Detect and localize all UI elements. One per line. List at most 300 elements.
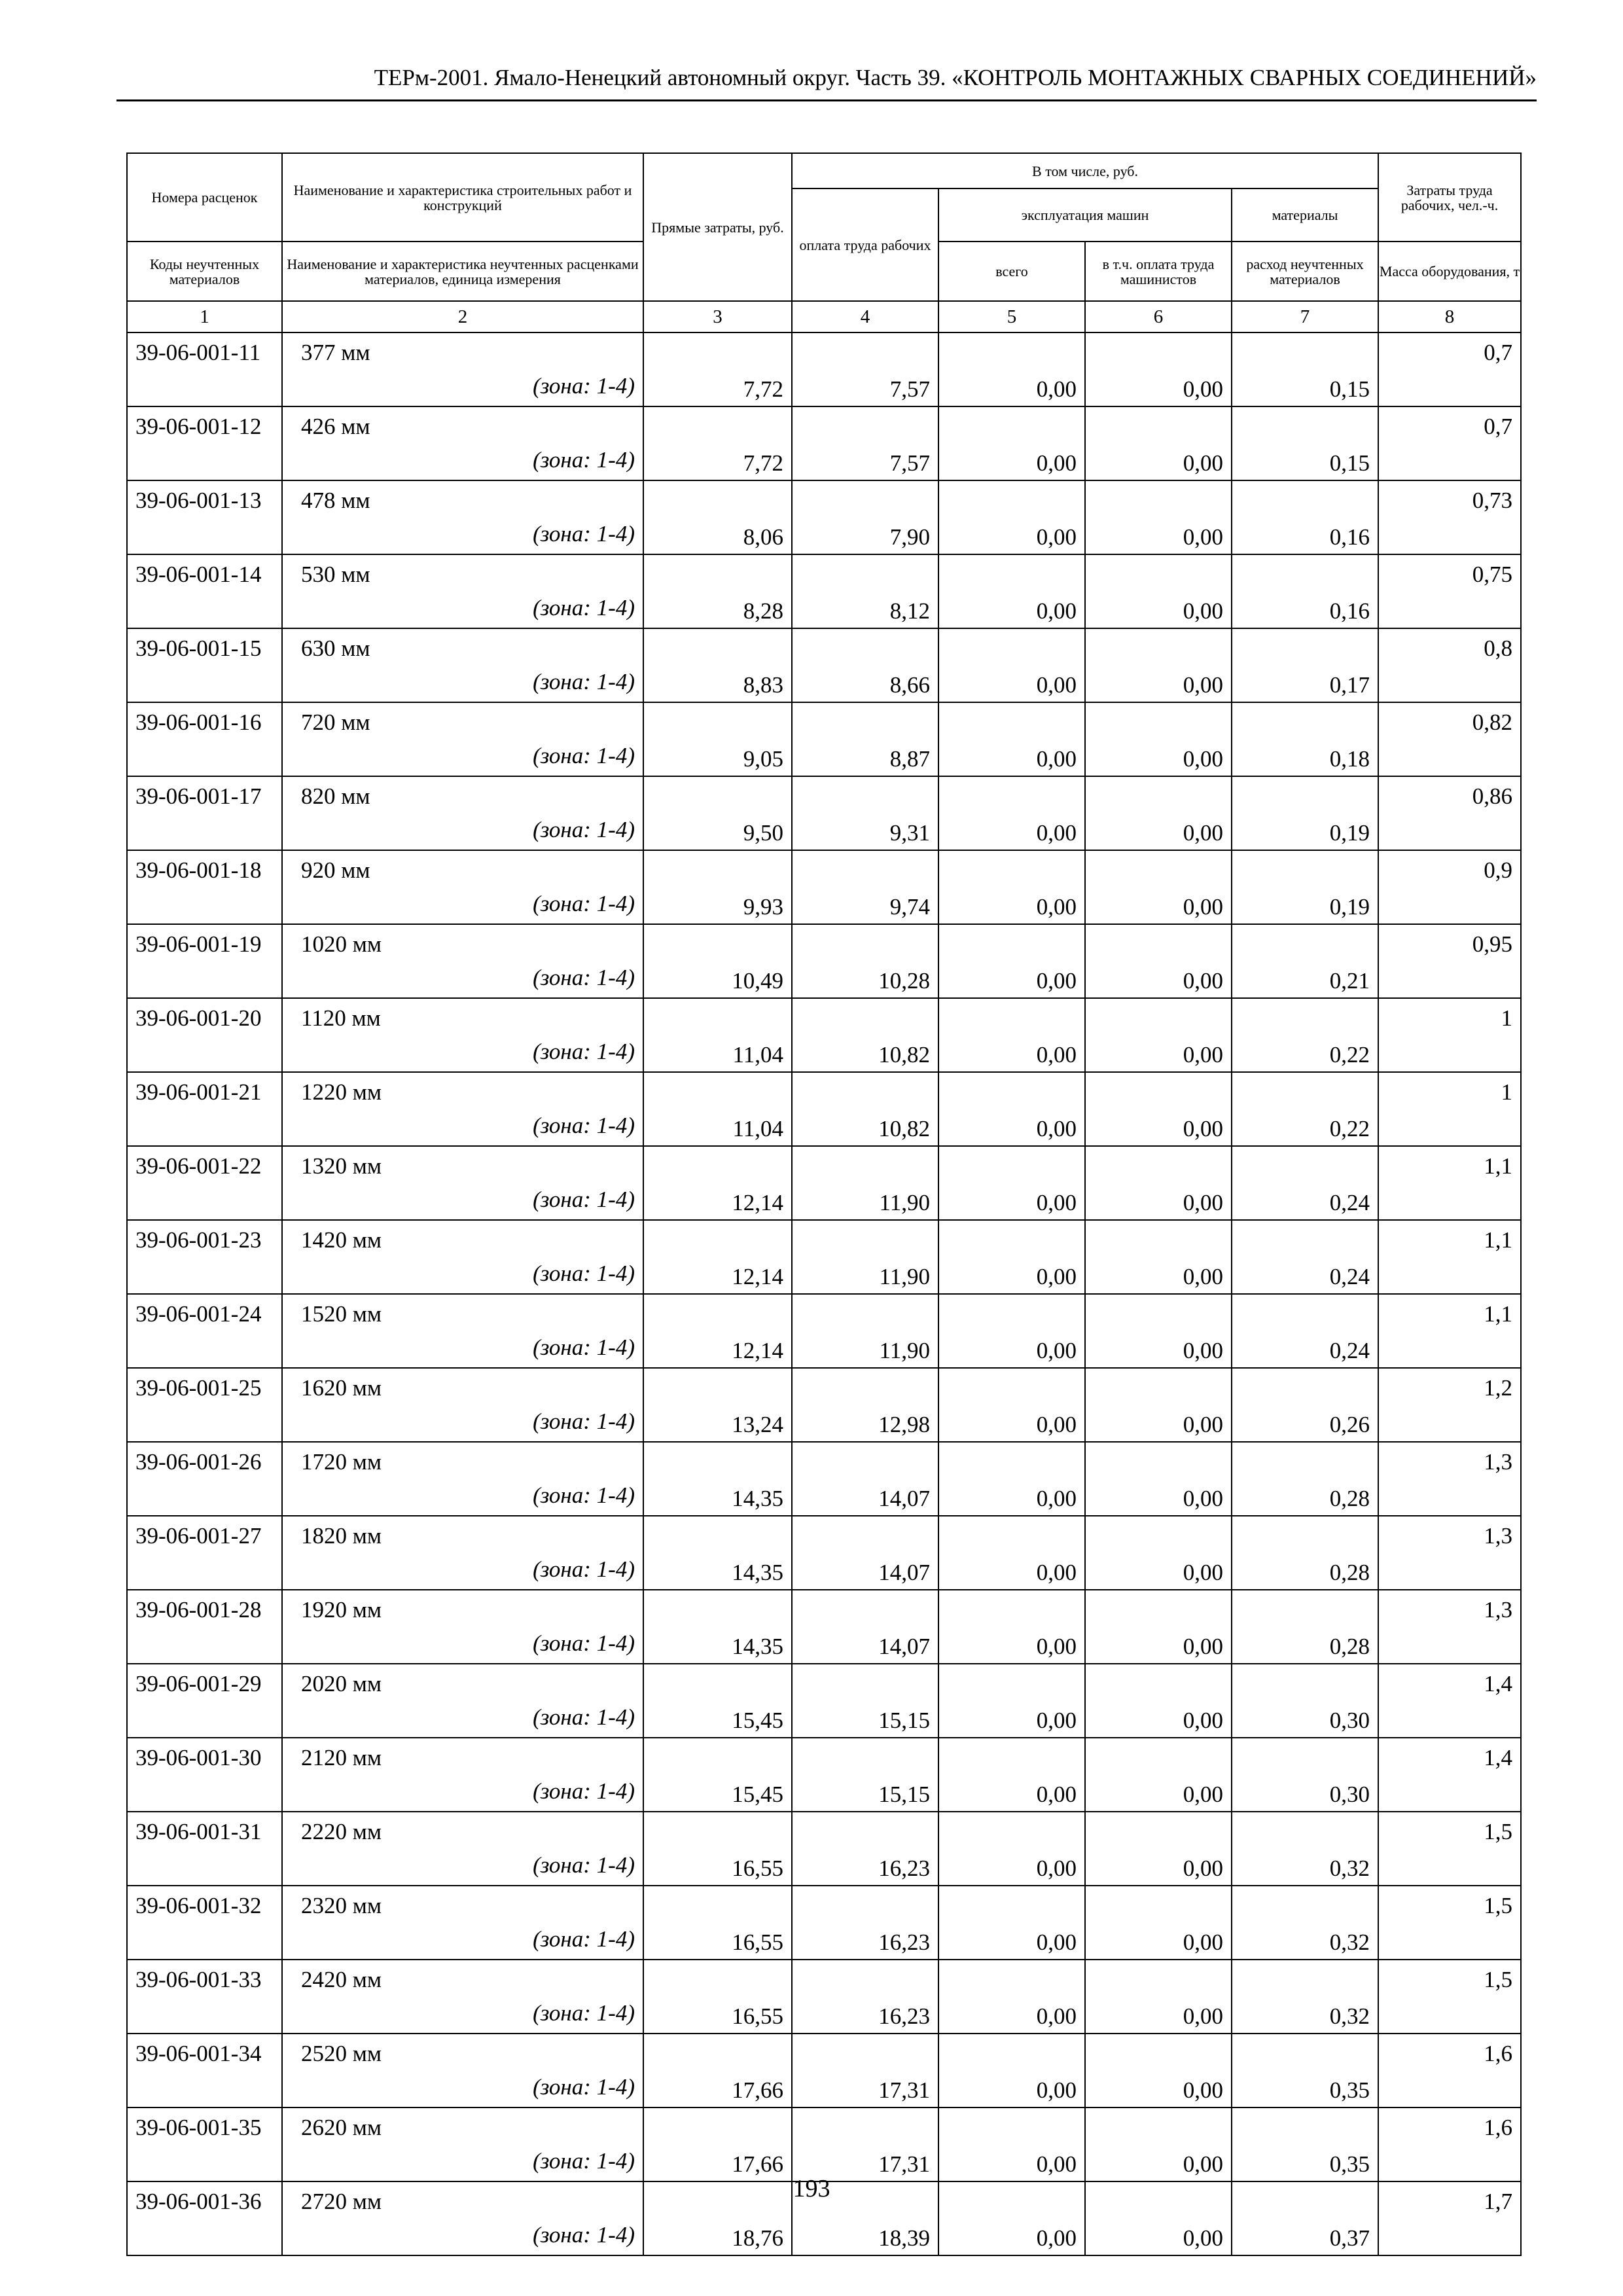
zone-label: (зона: 1-4) (533, 891, 635, 916)
labor-hours: 0,7 (1378, 406, 1521, 480)
zone-label: (зона: 1-4) (533, 743, 635, 768)
direct-costs: 14,35 (643, 1590, 792, 1664)
header-materials: материалы (1232, 188, 1378, 242)
direct-costs: 9,93 (643, 850, 792, 924)
work-name-cell (282, 332, 643, 406)
material-consumption: 0,24 (1232, 1146, 1378, 1220)
rate-code: 39-06-001-32 (127, 1886, 282, 1960)
header-direct-costs: Прямые затраты, руб. (643, 153, 792, 301)
labor-hours: 0,7 (1378, 332, 1521, 406)
labor-hours: 1,1 (1378, 1294, 1521, 1368)
operator-pay: 0,00 (1085, 480, 1232, 554)
header-including: В том числе, руб. (792, 153, 1378, 188)
work-name-cell (282, 406, 643, 480)
material-consumption: 0,22 (1232, 1072, 1378, 1146)
machines-total: 0,00 (938, 1368, 1085, 1442)
table-row (127, 1442, 1521, 1516)
labor-hours: 1,2 (1378, 1368, 1521, 1442)
labor-hours: 0,95 (1378, 924, 1521, 998)
work-name-cell (282, 1516, 643, 1590)
machines-total: 0,00 (938, 1812, 1085, 1886)
labor-hours: 1 (1378, 1072, 1521, 1146)
work-name-cell (282, 702, 643, 776)
zone-label: (зона: 1-4) (533, 1187, 635, 1212)
direct-costs: 9,50 (643, 776, 792, 850)
worker-pay: 7,57 (792, 332, 938, 406)
work-name-cell (282, 1960, 643, 2034)
machines-total: 0,00 (938, 2108, 1085, 2181)
machines-total: 0,00 (938, 998, 1085, 1072)
rate-code: 39-06-001-17 (127, 776, 282, 850)
work-name: 1220 мм (301, 1079, 382, 1105)
labor-hours: 0,82 (1378, 702, 1521, 776)
labor-hours: 1,5 (1378, 1960, 1521, 2034)
direct-costs: 18,76 (643, 2181, 792, 2255)
zone-label: (зона: 1-4) (533, 1113, 635, 1138)
direct-costs: 8,06 (643, 480, 792, 554)
material-consumption: 0,35 (1232, 2108, 1378, 2181)
column-numbers-row (127, 301, 1521, 332)
zone-label: (зона: 1-4) (533, 1778, 635, 1804)
operator-pay: 0,00 (1085, 776, 1232, 850)
work-name: 1620 мм (301, 1375, 382, 1401)
table-header (127, 153, 1521, 332)
table-row (127, 1072, 1521, 1146)
work-name: 426 мм (301, 414, 370, 439)
direct-costs: 7,72 (643, 406, 792, 480)
work-name: 1520 мм (301, 1301, 382, 1327)
zone-label: (зона: 1-4) (533, 2000, 635, 2026)
worker-pay: 8,66 (792, 628, 938, 702)
direct-costs: 16,55 (643, 1812, 792, 1886)
material-consumption: 0,28 (1232, 1516, 1378, 1590)
column-number: 2 (282, 301, 643, 332)
machines-total: 0,00 (938, 406, 1085, 480)
table-row (127, 776, 1521, 850)
work-name: 1720 мм (301, 1449, 382, 1475)
direct-costs: 15,45 (643, 1664, 792, 1738)
material-consumption: 0,17 (1232, 628, 1378, 702)
zone-label: (зона: 1-4) (533, 595, 635, 620)
zone-label: (зона: 1-4) (533, 817, 635, 842)
labor-hours: 1,3 (1378, 1516, 1521, 1590)
work-name: 1120 мм (301, 1005, 381, 1031)
worker-pay: 14,07 (792, 1590, 938, 1664)
zone-label: (зона: 1-4) (533, 1482, 635, 1508)
worker-pay: 10,82 (792, 998, 938, 1072)
work-name-cell (282, 1442, 643, 1516)
operator-pay: 0,00 (1085, 1886, 1232, 1960)
rate-code: 39-06-001-26 (127, 1442, 282, 1516)
zone-label: (зона: 1-4) (533, 1261, 635, 1286)
worker-pay: 7,90 (792, 480, 938, 554)
work-name: 2720 мм (301, 2189, 382, 2214)
operator-pay: 0,00 (1085, 1442, 1232, 1516)
machines-total: 0,00 (938, 1072, 1085, 1146)
worker-pay: 10,28 (792, 924, 938, 998)
operator-pay: 0,00 (1085, 406, 1232, 480)
zone-label: (зона: 1-4) (533, 373, 635, 399)
work-name-cell (282, 1220, 643, 1294)
worker-pay: 7,57 (792, 406, 938, 480)
work-name: 920 мм (301, 857, 370, 883)
work-name: 2020 мм (301, 1671, 382, 1696)
worker-pay: 16,23 (792, 1960, 938, 2034)
worker-pay: 8,87 (792, 702, 938, 776)
worker-pay: 11,90 (792, 1294, 938, 1368)
machines-total: 0,00 (938, 924, 1085, 998)
rate-code: 39-06-001-36 (127, 2181, 282, 2255)
rate-code: 39-06-001-13 (127, 480, 282, 554)
work-name: 2220 мм (301, 1819, 382, 1844)
zone-label: (зона: 1-4) (533, 1852, 635, 1878)
material-consumption: 0,26 (1232, 1368, 1378, 1442)
labor-hours: 1,3 (1378, 1590, 1521, 1664)
rate-code: 39-06-001-27 (127, 1516, 282, 1590)
work-name: 1420 мм (301, 1227, 382, 1253)
work-name: 2620 мм (301, 2115, 382, 2140)
operator-pay: 0,00 (1085, 1220, 1232, 1294)
column-number: 4 (792, 301, 938, 332)
work-name-cell (282, 1812, 643, 1886)
rate-code: 39-06-001-29 (127, 1664, 282, 1738)
header-operator-pay: в т.ч. оплата труда машинистов (1085, 242, 1232, 301)
material-consumption: 0,30 (1232, 1738, 1378, 1812)
work-name-cell (282, 1072, 643, 1146)
material-consumption: 0,28 (1232, 1442, 1378, 1516)
rate-code: 39-06-001-12 (127, 406, 282, 480)
worker-pay: 14,07 (792, 1442, 938, 1516)
column-number: 7 (1232, 301, 1378, 332)
column-number: 8 (1378, 301, 1521, 332)
table-row (127, 702, 1521, 776)
operator-pay: 0,00 (1085, 924, 1232, 998)
operator-pay: 0,00 (1085, 1146, 1232, 1220)
header-work-name: Наименование и характеристика строительных работ и конструкций (282, 153, 643, 242)
rate-code: 39-06-001-15 (127, 628, 282, 702)
rate-code: 39-06-001-30 (127, 1738, 282, 1812)
table-row (127, 1812, 1521, 1886)
rate-code: 39-06-001-34 (127, 2034, 282, 2108)
material-consumption: 0,30 (1232, 1664, 1378, 1738)
worker-pay: 9,31 (792, 776, 938, 850)
column-number: 5 (938, 301, 1085, 332)
material-consumption: 0,19 (1232, 776, 1378, 850)
work-name: 1820 мм (301, 1523, 382, 1549)
operator-pay: 0,00 (1085, 554, 1232, 628)
material-consumption: 0,35 (1232, 2034, 1378, 2108)
rate-code: 39-06-001-24 (127, 1294, 282, 1368)
material-consumption: 0,22 (1232, 998, 1378, 1072)
work-name-cell (282, 924, 643, 998)
worker-pay: 16,23 (792, 1812, 938, 1886)
machines-total: 0,00 (938, 628, 1085, 702)
rate-code: 39-06-001-28 (127, 1590, 282, 1664)
table-row (127, 1294, 1521, 1368)
work-name-cell (282, 998, 643, 1072)
work-name: 1320 мм (301, 1153, 382, 1179)
direct-costs: 8,28 (643, 554, 792, 628)
header-rate-numbers: Номера расценок (127, 153, 282, 242)
rate-code: 39-06-001-23 (127, 1220, 282, 1294)
material-consumption: 0,18 (1232, 702, 1378, 776)
table-row (127, 1590, 1521, 1664)
worker-pay: 11,90 (792, 1220, 938, 1294)
labor-hours: 1 (1378, 998, 1521, 1072)
direct-costs: 12,14 (643, 1220, 792, 1294)
material-consumption: 0,21 (1232, 924, 1378, 998)
price-table (126, 152, 1522, 2256)
worker-pay: 18,39 (792, 2181, 938, 2255)
work-name-cell (282, 1886, 643, 1960)
machines-total: 0,00 (938, 1442, 1085, 1516)
column-number: 6 (1085, 301, 1232, 332)
worker-pay: 14,07 (792, 1516, 938, 1590)
rate-code: 39-06-001-16 (127, 702, 282, 776)
material-consumption: 0,32 (1232, 1960, 1378, 2034)
operator-pay: 0,00 (1085, 1738, 1232, 1812)
table-row (127, 332, 1521, 406)
page-header (116, 60, 1537, 101)
rate-code: 39-06-001-11 (127, 332, 282, 406)
table-row (127, 406, 1521, 480)
direct-costs: 16,55 (643, 1960, 792, 2034)
work-name-cell (282, 1664, 643, 1738)
worker-pay: 15,15 (792, 1738, 938, 1812)
work-name-cell (282, 480, 643, 554)
page-number: 193 (793, 2175, 830, 2202)
machines-total: 0,00 (938, 1590, 1085, 1664)
machines-total: 0,00 (938, 554, 1085, 628)
header-worker-pay: оплата труда рабочих (792, 188, 938, 301)
work-name-cell (282, 776, 643, 850)
zone-label: (зона: 1-4) (533, 965, 635, 990)
direct-costs: 13,24 (643, 1368, 792, 1442)
labor-hours: 0,9 (1378, 850, 1521, 924)
operator-pay: 0,00 (1085, 2034, 1232, 2108)
table-row (127, 1368, 1521, 1442)
work-name: 2120 мм (301, 1745, 382, 1770)
header-machines: эксплуатация машин (938, 188, 1232, 242)
direct-costs: 17,66 (643, 2034, 792, 2108)
work-name: 1920 мм (301, 1597, 382, 1623)
worker-pay: 10,82 (792, 1072, 938, 1146)
worker-pay: 15,15 (792, 1664, 938, 1738)
work-name-cell (282, 628, 643, 702)
operator-pay: 0,00 (1085, 998, 1232, 1072)
operator-pay: 0,00 (1085, 1294, 1232, 1368)
zone-label: (зона: 1-4) (533, 2148, 635, 2174)
direct-costs: 11,04 (643, 998, 792, 1072)
labor-hours: 1,1 (1378, 1146, 1521, 1220)
header-equipment-mass: Масса оборудования, т (1378, 242, 1521, 301)
operator-pay: 0,00 (1085, 1072, 1232, 1146)
zone-label: (зона: 1-4) (533, 1408, 635, 1434)
table-row (127, 1960, 1521, 2034)
rate-code: 39-06-001-19 (127, 924, 282, 998)
machines-total: 0,00 (938, 1886, 1085, 1960)
material-consumption: 0,24 (1232, 1220, 1378, 1294)
operator-pay: 0,00 (1085, 702, 1232, 776)
machines-total: 0,00 (938, 332, 1085, 406)
direct-costs: 8,83 (643, 628, 792, 702)
machines-total: 0,00 (938, 1664, 1085, 1738)
direct-costs: 10,49 (643, 924, 792, 998)
direct-costs: 14,35 (643, 1442, 792, 1516)
machines-total: 0,00 (938, 1738, 1085, 1812)
zone-label: (зона: 1-4) (533, 1704, 635, 1730)
worker-pay: 11,90 (792, 1146, 938, 1220)
work-name-cell (282, 1368, 643, 1442)
direct-costs: 14,35 (643, 1516, 792, 1590)
direct-costs: 15,45 (643, 1738, 792, 1812)
table-row (127, 850, 1521, 924)
work-name-cell (282, 1738, 643, 1812)
document-title: ТЕРм-2001. Ямало-Ненецкий автономный округ. Часть 39. «КОНТРОЛЬ МОНТАЖНЫХ СВАРНЫХ СОЕДИНЕНИЙ» (374, 65, 1537, 90)
work-name-cell (282, 554, 643, 628)
labor-hours: 0,8 (1378, 628, 1521, 702)
material-consumption: 0,32 (1232, 1886, 1378, 1960)
rate-code: 39-06-001-33 (127, 1960, 282, 2034)
operator-pay: 0,00 (1085, 332, 1232, 406)
material-consumption: 0,19 (1232, 850, 1378, 924)
material-consumption: 0,16 (1232, 554, 1378, 628)
operator-pay: 0,00 (1085, 2108, 1232, 2181)
zone-label: (зона: 1-4) (533, 1630, 635, 1656)
labor-hours: 1,4 (1378, 1664, 1521, 1738)
table-row (127, 628, 1521, 702)
machines-total: 0,00 (938, 2181, 1085, 2255)
header-material-names: Наименование и характеристика неучтенных расценками материалов, единица измерения (282, 242, 643, 301)
material-consumption: 0,15 (1232, 406, 1378, 480)
operator-pay: 0,00 (1085, 1664, 1232, 1738)
column-number: 3 (643, 301, 792, 332)
work-name: 530 мм (301, 562, 370, 587)
worker-pay: 17,31 (792, 2034, 938, 2108)
worker-pay: 9,74 (792, 850, 938, 924)
rate-code: 39-06-001-20 (127, 998, 282, 1072)
header-machines-total: всего (938, 242, 1085, 301)
work-name: 820 мм (301, 783, 370, 809)
work-name: 630 мм (301, 636, 370, 661)
worker-pay: 8,12 (792, 554, 938, 628)
machines-total: 0,00 (938, 480, 1085, 554)
column-number: 1 (127, 301, 282, 332)
zone-label: (зона: 1-4) (533, 1039, 635, 1064)
machines-total: 0,00 (938, 1294, 1085, 1368)
work-name-cell (282, 1294, 643, 1368)
work-name-cell (282, 2034, 643, 2108)
table-row (127, 924, 1521, 998)
machines-total: 0,00 (938, 776, 1085, 850)
zone-label: (зона: 1-4) (533, 447, 635, 473)
work-name: 720 мм (301, 709, 370, 735)
labor-hours: 1,1 (1378, 1220, 1521, 1294)
work-name-cell (282, 1590, 643, 1664)
worker-pay: 12,98 (792, 1368, 938, 1442)
material-consumption: 0,28 (1232, 1590, 1378, 1664)
operator-pay: 0,00 (1085, 1590, 1232, 1664)
material-consumption: 0,15 (1232, 332, 1378, 406)
rate-code: 39-06-001-14 (127, 554, 282, 628)
rate-code: 39-06-001-35 (127, 2108, 282, 2181)
zone-label: (зона: 1-4) (533, 1556, 635, 1582)
direct-costs: 12,14 (643, 1294, 792, 1368)
direct-costs: 17,66 (643, 2108, 792, 2181)
header-labor-hours: Затраты труда рабочих, чел.-ч. (1378, 153, 1521, 242)
work-name: 2520 мм (301, 2041, 382, 2066)
operator-pay: 0,00 (1085, 1368, 1232, 1442)
direct-costs: 12,14 (643, 1146, 792, 1220)
zone-label: (зона: 1-4) (533, 669, 635, 694)
work-name-cell (282, 1146, 643, 1220)
worker-pay: 16,23 (792, 1886, 938, 1960)
material-consumption: 0,16 (1232, 480, 1378, 554)
operator-pay: 0,00 (1085, 628, 1232, 702)
table-body (127, 332, 1521, 2255)
table-row (127, 1664, 1521, 1738)
work-name-cell (282, 2108, 643, 2181)
machines-total: 0,00 (938, 1146, 1085, 1220)
operator-pay: 0,00 (1085, 1516, 1232, 1590)
rate-code: 39-06-001-21 (127, 1072, 282, 1146)
labor-hours: 1,6 (1378, 2034, 1521, 2108)
table-row (127, 1146, 1521, 1220)
work-name: 377 мм (301, 340, 370, 365)
work-name: 478 мм (301, 488, 370, 513)
header-material-codes: Коды неучтенных материалов (127, 242, 282, 301)
table-row (127, 998, 1521, 1072)
labor-hours: 0,73 (1378, 480, 1521, 554)
zone-label: (зона: 1-4) (533, 1335, 635, 1360)
direct-costs: 16,55 (643, 1886, 792, 1960)
rate-code: 39-06-001-18 (127, 850, 282, 924)
table-row (127, 1516, 1521, 1590)
table-row (127, 2108, 1521, 2181)
machines-total: 0,00 (938, 702, 1085, 776)
work-name-cell (282, 850, 643, 924)
zone-label: (зона: 1-4) (533, 521, 635, 547)
labor-hours: 1,3 (1378, 1442, 1521, 1516)
rate-code: 39-06-001-25 (127, 1368, 282, 1442)
labor-hours: 0,86 (1378, 776, 1521, 850)
labor-hours: 1,6 (1378, 2108, 1521, 2181)
labor-hours: 0,75 (1378, 554, 1521, 628)
machines-total: 0,00 (938, 2034, 1085, 2108)
zone-label: (зона: 1-4) (533, 1926, 635, 1952)
work-name: 1020 мм (301, 931, 382, 957)
table-row (127, 1886, 1521, 1960)
machines-total: 0,00 (938, 1220, 1085, 1294)
work-name: 2420 мм (301, 1967, 382, 1992)
rate-code: 39-06-001-22 (127, 1146, 282, 1220)
labor-hours: 1,5 (1378, 1812, 1521, 1886)
table-row (127, 554, 1521, 628)
table-row (127, 1220, 1521, 1294)
direct-costs: 9,05 (643, 702, 792, 776)
worker-pay: 17,31 (792, 2108, 938, 2181)
table-row (127, 2034, 1521, 2108)
table-row (127, 480, 1521, 554)
operator-pay: 0,00 (1085, 2181, 1232, 2255)
rate-code: 39-06-001-31 (127, 1812, 282, 1886)
zone-label: (зона: 1-4) (533, 2074, 635, 2100)
material-consumption: 0,37 (1232, 2181, 1378, 2255)
operator-pay: 0,00 (1085, 850, 1232, 924)
machines-total: 0,00 (938, 1960, 1085, 2034)
operator-pay: 0,00 (1085, 1812, 1232, 1886)
header-material-consumption: расход неучтенных материалов (1232, 242, 1378, 301)
